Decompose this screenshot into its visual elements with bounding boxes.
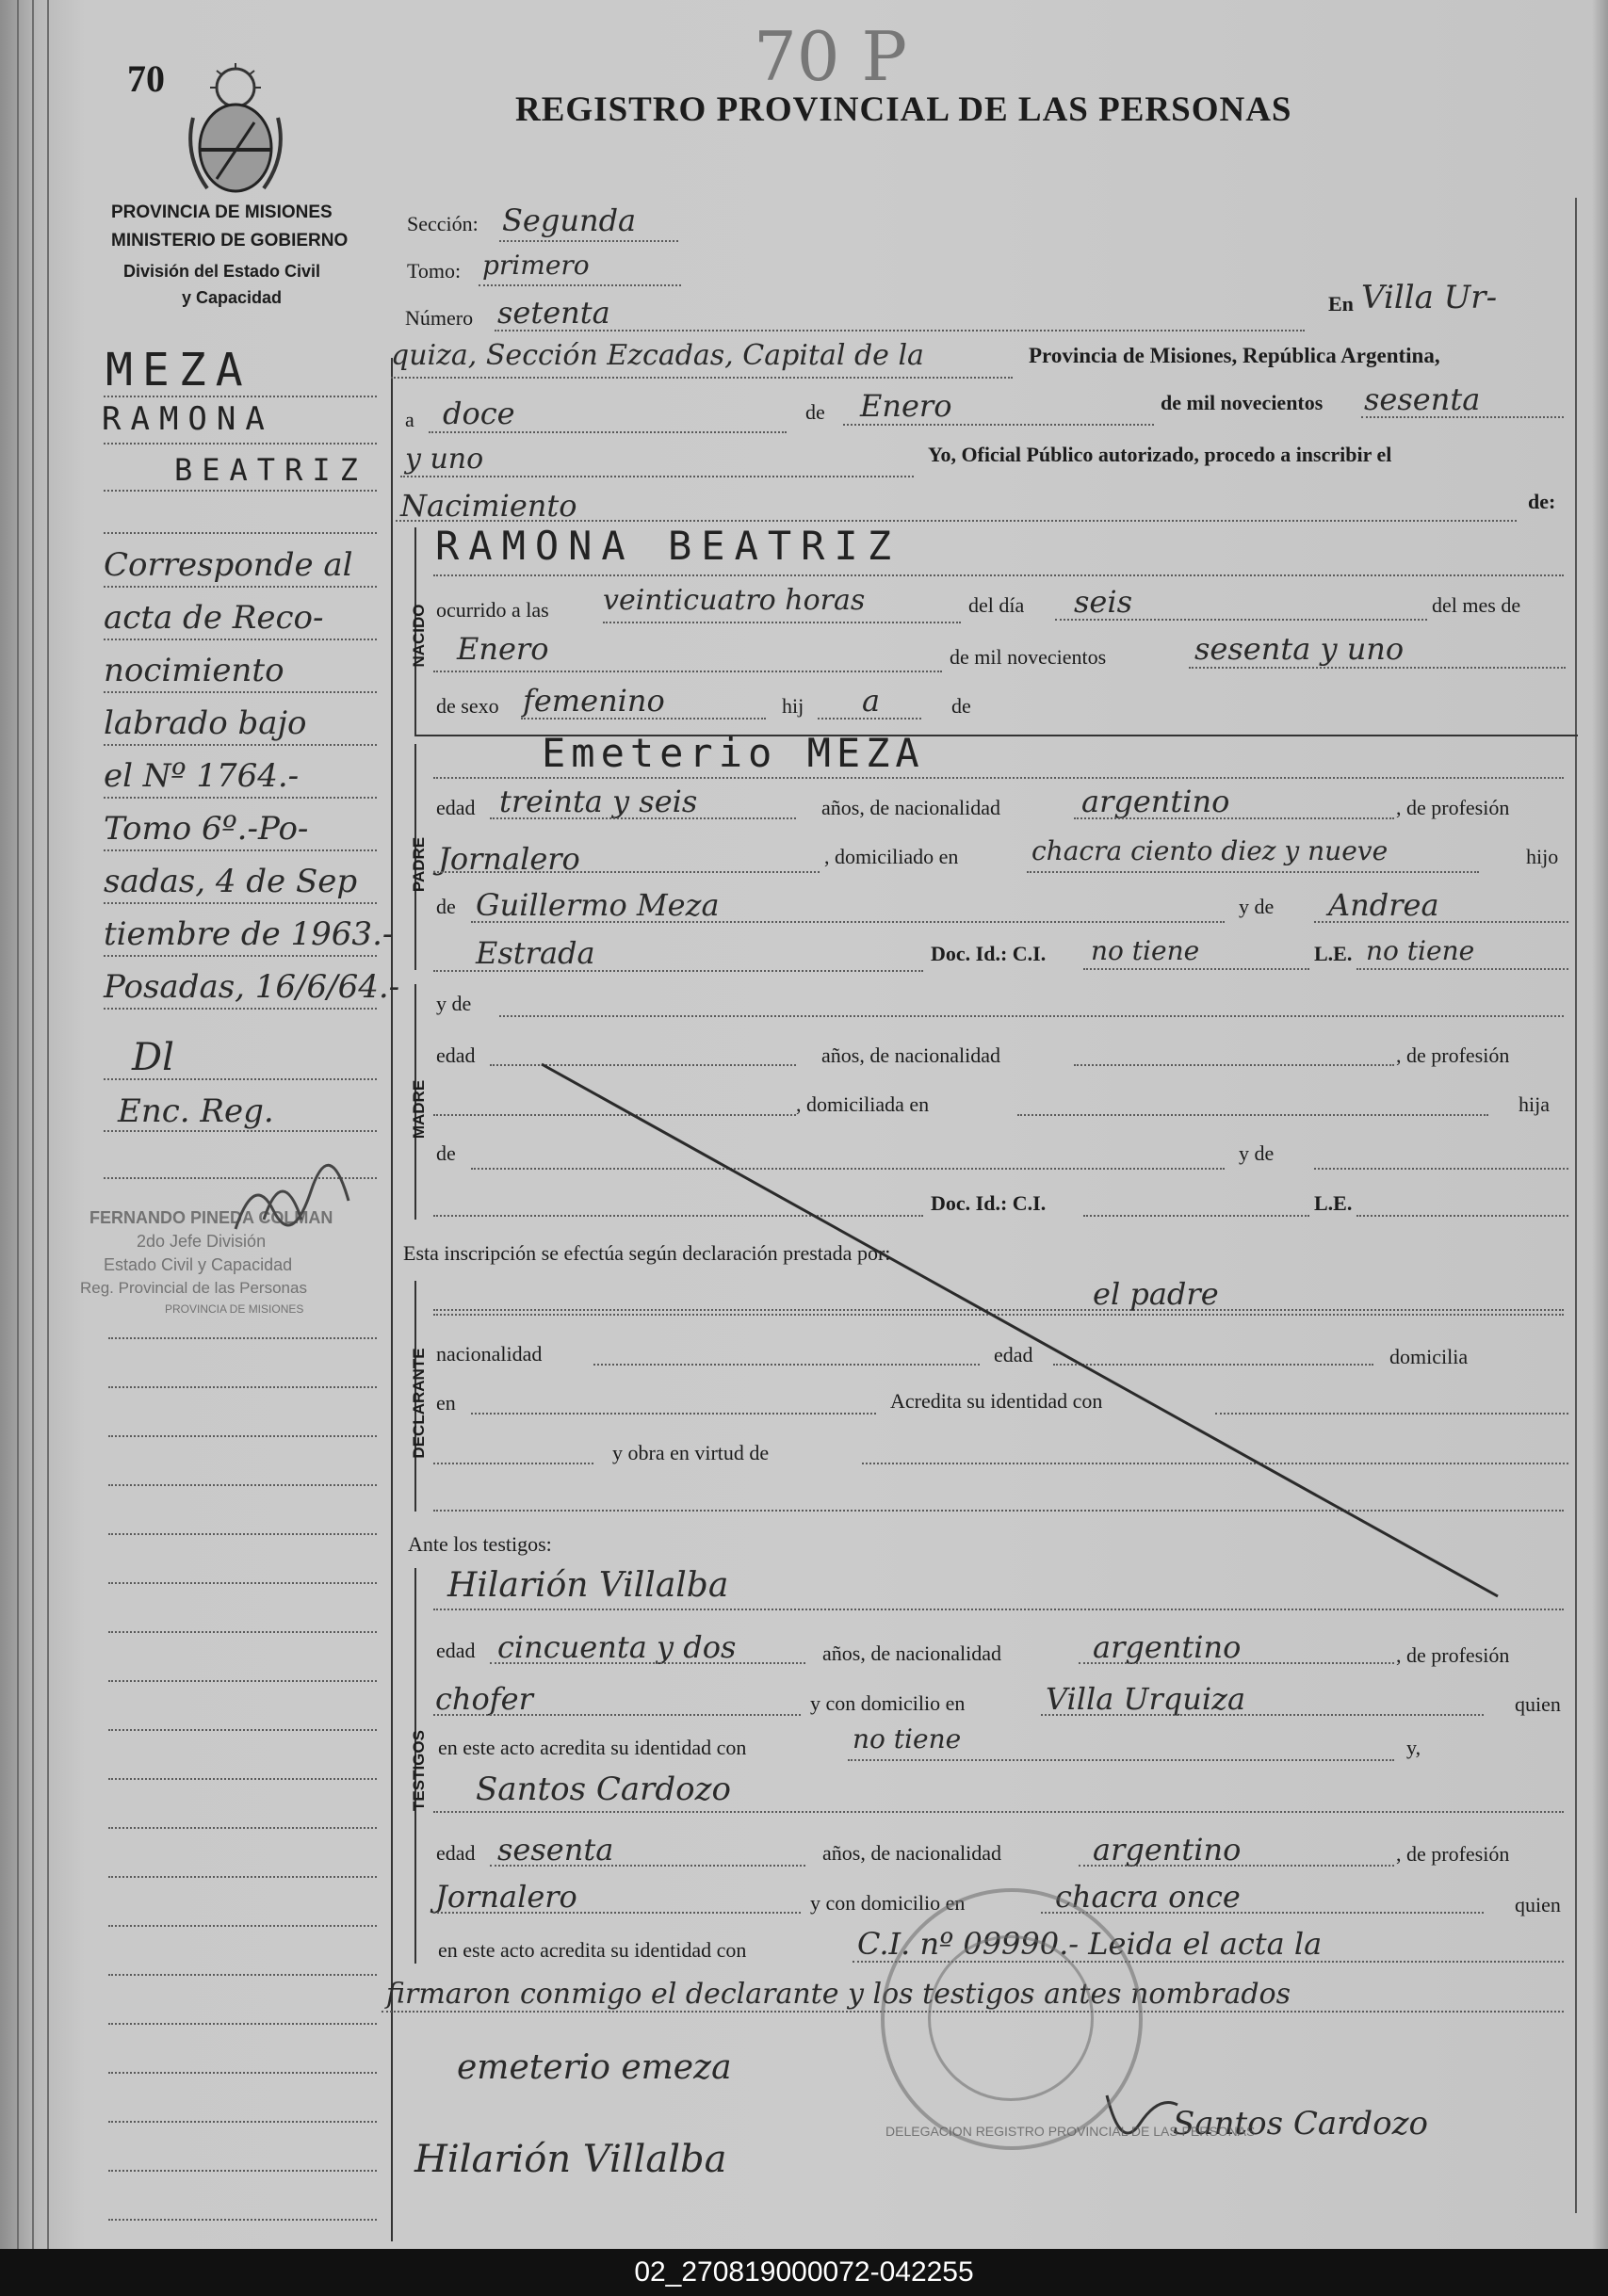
dotted-line <box>108 1582 377 1584</box>
madre-le-label: L.E. <box>1314 1191 1353 1215</box>
margin-note-line: Tomo 6º.-Po- <box>104 810 309 848</box>
signature-3: Santos Cardozo <box>1173 2105 1429 2142</box>
madre-yde-label: y de <box>436 992 472 1015</box>
page-edge <box>17 0 19 2249</box>
dotted-line <box>400 476 914 477</box>
month-value: Enero <box>860 388 952 424</box>
dotted-line <box>108 1680 377 1682</box>
org-line-3: División del Estado Civil <box>123 262 321 281</box>
declarante-dom-label: domicilia <box>1389 1345 1469 1368</box>
dotted-line <box>848 1759 1394 1761</box>
madre-doc-label: Doc. Id.: C.I. <box>931 1191 1047 1215</box>
dotted-line <box>479 284 681 286</box>
sexo-label: de sexo <box>436 694 499 718</box>
signature-2: Hilarión Villalba <box>414 2138 727 2181</box>
margin-initials: Dl <box>132 1036 174 1079</box>
seccion-value: Segunda <box>502 202 637 238</box>
padre-edad-value: treinta y seis <box>499 784 698 819</box>
hij-label: hij <box>782 694 804 718</box>
page-edge <box>47 0 49 2249</box>
t2-edad-value: sesenta <box>497 1832 614 1868</box>
dotted-line <box>104 744 377 746</box>
dotted-line <box>108 1876 377 1878</box>
dotted-line <box>433 1912 801 1914</box>
padre-padre-value: Guillermo Meza <box>476 887 720 923</box>
dotted-line <box>433 1609 1564 1610</box>
dotted-line <box>108 1925 377 1927</box>
dotted-line <box>499 240 678 242</box>
anio-value: sesenta y uno <box>1194 631 1405 667</box>
madre-edad-label: edad <box>436 1043 476 1067</box>
nacido-de-label: de <box>951 694 971 718</box>
margin-note-line: labrado bajo <box>104 704 307 742</box>
nacido-side-label: NACIDO <box>410 604 428 668</box>
dotted-line <box>104 490 377 492</box>
stamp-line-5: PROVINCIA DE MISIONES <box>165 1302 304 1316</box>
t1-dom-value: Villa Urquiza <box>1046 1681 1246 1717</box>
t1-y: y, <box>1406 1736 1421 1759</box>
margin-note-line: sadas, 4 de Sep <box>104 863 358 900</box>
dotted-line <box>1041 1912 1484 1914</box>
dotted-line <box>104 691 377 693</box>
dotted-line <box>108 1533 377 1535</box>
testigos-intro: Ante los testigos: <box>408 1532 552 1556</box>
dotted-line <box>104 639 377 640</box>
stamp-line-1: FERNANDO PINEDA COLMAN <box>89 1208 333 1227</box>
testigo-1-name: Hilarión Villalba <box>447 1566 729 1605</box>
dotted-line <box>603 622 961 623</box>
signature-1: emeterio emeza <box>457 2048 732 2087</box>
dotted-line <box>1079 1865 1394 1867</box>
stamp-line-3: Estado Civil y Capacidad <box>104 1255 293 1274</box>
declarante-value: el padre <box>1093 1276 1219 1312</box>
dotted-line <box>104 532 377 534</box>
madre-hija-label: hija <box>1519 1092 1550 1116</box>
dotted-line <box>1041 1714 1484 1716</box>
dotted-line <box>1189 667 1566 669</box>
testigos-side-label: TESTIGOS <box>410 1730 428 1811</box>
margin-signature-note: Enc. Reg. <box>118 1092 274 1130</box>
right-border <box>1575 198 1577 2213</box>
padre-hijo-label: hijo <box>1526 845 1559 868</box>
t2-edad-label: edad <box>436 1841 476 1865</box>
seccion-label: Sección: <box>407 212 479 235</box>
dotted-line <box>391 377 1013 379</box>
madre-prof-label: , de profesión <box>1396 1043 1510 1067</box>
dotted-line <box>104 1008 377 1010</box>
testigo-2-name: Santos Cardozo <box>476 1771 732 1808</box>
margin-signature-scribble <box>226 1163 358 1248</box>
closing-text: firmaron conmigo el declarante y los testigos antes nombrados <box>386 1978 1291 2011</box>
dotted-line <box>108 2121 377 2123</box>
t2-nac-label: años, de nacionalidad <box>822 1841 1001 1865</box>
declarante-side-label: DECLARANTE <box>410 1348 428 1459</box>
dotted-line <box>104 443 377 445</box>
padre-prof-value: Jornalero <box>438 841 580 877</box>
dotted-line <box>1074 817 1394 819</box>
t1-edad-value: cincuenta y dos <box>497 1629 737 1665</box>
margin-note-line: acta de Reco- <box>104 599 324 637</box>
en-label: En <box>1328 292 1354 315</box>
del-dia-label: del día <box>968 593 1025 617</box>
dotted-line <box>108 1484 377 1486</box>
dotted-line <box>429 431 787 433</box>
t1-prof-value: chofer <box>435 1681 533 1717</box>
dotted-line <box>104 586 377 588</box>
padre-le-value: no tiene <box>1366 935 1475 966</box>
dotted-line <box>818 718 921 720</box>
t1-prof-label: , de profesión <box>1396 1643 1510 1667</box>
padre-ci-value: no tiene <box>1091 935 1200 966</box>
tomo-value: primero <box>482 250 590 281</box>
margin-given-1: RAMONA <box>102 400 274 438</box>
dotted-line <box>108 1386 377 1388</box>
cancellation-line <box>537 1059 1507 1606</box>
dotted-line <box>108 2219 377 2221</box>
declarante-en-label: en <box>436 1391 456 1415</box>
madre-side-label: MADRE <box>410 1079 428 1140</box>
dotted-line <box>490 1865 805 1867</box>
acto-value: Nacimiento <box>400 488 577 524</box>
t1-quien: quien <box>1515 1692 1561 1716</box>
madre-yde2-label: y de <box>1239 1141 1275 1165</box>
tomo-label: Tomo: <box>407 259 462 283</box>
t2-acr-label: en este acto acredita su identidad con <box>438 1938 747 1962</box>
margin-note-line: Corresponde al <box>104 546 353 584</box>
padre-nac-label: años, de nacionalidad <box>821 796 1000 819</box>
padre-dom-label: , domiciliado en <box>824 845 959 868</box>
madre-de-label: de <box>436 1141 456 1165</box>
dotted-line <box>104 396 377 397</box>
dotted-line <box>104 797 377 799</box>
dotted-line <box>108 2170 377 2172</box>
t1-dom-label: y con domicilio en <box>810 1691 966 1715</box>
dotted-line <box>104 1078 377 1080</box>
dotted-line <box>1027 871 1479 873</box>
document-title: REGISTRO PROVINCIAL DE LAS PERSONAS <box>515 90 1292 129</box>
dotted-line <box>499 1015 1564 1017</box>
padre-dom-value: chacra ciento diez y nueve <box>1031 835 1389 866</box>
padre-de-label: de <box>436 895 456 918</box>
dotted-line <box>843 424 1154 426</box>
place-value-2: quiza, Sección Ezcadas, Capital de la <box>391 339 924 372</box>
dotted-line <box>108 1778 377 1780</box>
nacido-name: RAMONA BEATRIZ <box>435 523 901 569</box>
place-value-1: Villa Ur- <box>1361 279 1498 316</box>
dotted-line <box>1079 1662 1394 1664</box>
round-seal-inner <box>928 1935 1094 2101</box>
t1-acr-value: no tiene <box>853 1723 962 1754</box>
dotted-line <box>1055 619 1427 621</box>
dotted-line <box>490 817 796 819</box>
org-line-1: PROVINCIA DE MISIONES <box>111 202 333 222</box>
margin-note-line: nocimiento <box>104 652 284 689</box>
padre-le-label: L.E. <box>1314 942 1353 965</box>
padre-name: Emeterio MEZA <box>542 730 925 776</box>
dotted-line <box>104 1130 377 1132</box>
padre-prof-label: , de profesión <box>1396 796 1510 819</box>
margin-note-line: el Nº 1764.- <box>104 757 300 795</box>
dotted-line <box>108 2023 377 2025</box>
dia-value: seis <box>1074 584 1133 620</box>
t2-dom-label: y con domicilio en <box>810 1891 966 1915</box>
dotted-line <box>108 2072 377 2074</box>
page-edge <box>32 0 34 2249</box>
de-label: de <box>805 400 825 424</box>
dotted-line <box>495 330 1305 331</box>
madre-nac-label: años, de nacionalidad <box>821 1043 1000 1067</box>
declarante-acredita-label: Acredita su identidad con <box>890 1389 1103 1413</box>
padre-edad-label: edad <box>436 796 476 819</box>
stamp-line-2: 2do Jefe División <box>137 1232 267 1251</box>
dotted-line <box>108 1827 377 1829</box>
stamp-line-4: Reg. Provincial de las Personas <box>80 1279 307 1297</box>
padre-doc-label: Doc. Id.: C.I. <box>931 942 1047 965</box>
dotted-line <box>396 520 1517 522</box>
padre-nac-value: argentino <box>1081 784 1230 819</box>
provincia-text: Provincia de Misiones, República Argentina, <box>1029 344 1440 367</box>
dotted-line <box>108 1729 377 1731</box>
dotted-line <box>1356 968 1568 970</box>
padre-side-label: PADRE <box>410 836 428 893</box>
year-value-2: y uno <box>405 443 484 476</box>
dotted-line <box>104 849 377 851</box>
del-mes-label: del mes de <box>1432 593 1521 617</box>
oficial-text: Yo, Oficial Público autorizado, procedo a inscribir el <box>928 443 1392 466</box>
dotted-line <box>104 902 377 904</box>
t2-acr-value: C.I. nº 09990.- Leida el acta la <box>857 1926 1323 1962</box>
dotted-line <box>1083 968 1309 970</box>
dotted-line <box>1314 921 1568 923</box>
round-seal-text: DELEGACION REGISTRO PROVINCIAL DE LAS PERSONAS <box>885 2124 1256 2139</box>
page-number: 70 <box>127 57 165 100</box>
acto-de-label: de: <box>1528 490 1556 513</box>
t2-dom-value: chacra once <box>1055 1879 1241 1915</box>
dotted-line <box>490 1662 805 1664</box>
dotted-line <box>108 1631 377 1633</box>
mes-value: Enero <box>457 631 549 667</box>
t2-prof-label: , de profesión <box>1396 1842 1510 1866</box>
t2-nac-value: argentino <box>1093 1832 1242 1868</box>
declarante-edad-label: edad <box>994 1343 1033 1366</box>
madre-dom-label: , domiciliada en <box>796 1092 930 1116</box>
margin-note-line: tiembre de 1963.- <box>104 915 394 953</box>
dotted-line <box>433 970 923 972</box>
padre-madre-value-2: Estrada <box>476 935 595 971</box>
dotted-line <box>1361 416 1564 418</box>
ocurrido-label: ocurrido a las <box>436 598 549 622</box>
margin-note-line: Posadas, 16/6/64.- <box>104 968 400 1006</box>
t1-nac-value: argentino <box>1093 1629 1242 1665</box>
numero-label: Número <box>405 306 474 330</box>
org-line-4: y Capacidad <box>182 288 283 307</box>
declarante-intro: Esta inscripción se efectúa según declaración prestada por: <box>403 1241 891 1265</box>
footer-code: 02_270819000072-042255 <box>0 2249 1608 2296</box>
year-label: de mil novecientos <box>1161 391 1324 414</box>
numero-value: setenta <box>497 295 610 331</box>
dotted-line <box>433 871 820 873</box>
coat-of-arms-icon <box>184 61 287 198</box>
hij-value: a <box>862 683 881 719</box>
t2-prof-value: Jornalero <box>435 1879 577 1915</box>
dotted-line <box>108 1435 377 1437</box>
t1-edad-label: edad <box>436 1639 476 1662</box>
a-label: a <box>405 408 414 431</box>
t1-acr-label: en este acto acredita su identidad con <box>438 1736 747 1759</box>
dotted-line <box>521 718 766 720</box>
t1-nac-label: años, de nacionalidad <box>822 1641 1001 1665</box>
dotted-line <box>433 574 1564 576</box>
org-line-2: MINISTERIO DE GOBIERNO <box>111 231 349 251</box>
declarante-nac-label: nacionalidad <box>436 1342 543 1366</box>
day-value: doce <box>443 396 515 431</box>
hora-value: veinticuatro horas <box>603 584 866 617</box>
dotted-line <box>433 777 1564 779</box>
dotted-line <box>433 1811 1564 1813</box>
dotted-line <box>471 921 1225 923</box>
sexo-value: femenino <box>523 683 665 719</box>
dotted-line <box>108 1974 377 1976</box>
padre-madre-value-1: Andrea <box>1328 887 1439 923</box>
margin-given-2: BEATRIZ <box>174 452 367 488</box>
declarante-obra-label: y obra en virtud de <box>612 1441 770 1464</box>
margin-divider <box>391 358 393 2241</box>
margin-surname: MEZA <box>106 344 252 396</box>
t2-quien: quien <box>1515 1893 1561 1916</box>
dotted-line <box>433 1714 801 1716</box>
folio-handwritten: 70 P <box>754 17 907 96</box>
padre-yde-label: y de <box>1239 895 1275 918</box>
year-value-1: sesenta <box>1364 381 1481 417</box>
dotted-line <box>433 671 942 672</box>
dotted-line <box>108 1337 377 1339</box>
dotted-line <box>104 955 377 957</box>
anio-label: de mil novecientos <box>950 645 1107 669</box>
